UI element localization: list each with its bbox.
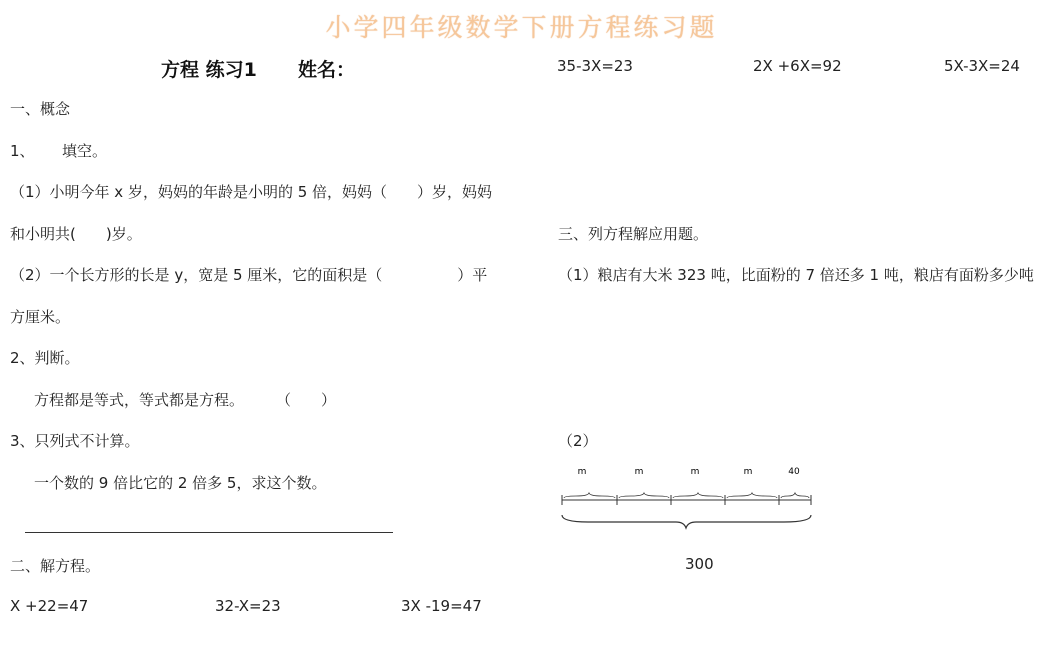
q3-statement: 一个数的 9 倍比它的 2 倍多 5，求这个数。 <box>34 474 327 492</box>
section2-heading: 二、解方程。 <box>10 557 101 575</box>
diagram-label-5: 40 <box>788 467 800 477</box>
q2-statement: 方程都是等式，等式都是方程。 <box>34 391 245 409</box>
diagram-total-label: 300 <box>685 555 714 573</box>
section1-heading: 一、概念 <box>10 100 71 118</box>
q1-2-line-b: 方厘米。 <box>10 308 71 326</box>
q1-2-line-a: （2）一个长方形的长是 y，宽是 5 厘米，它的面积是（ ）平 <box>10 266 488 284</box>
top-equation-3: 5X-3X=24 <box>944 57 1020 75</box>
section3-heading: 三、列方程解应用题。 <box>558 225 709 243</box>
diagram-label-1: m <box>577 467 587 477</box>
small-braces <box>564 493 809 498</box>
word-problem-1: （1）粮店有大米 323 吨，比面粉的 7 倍还多 1 吨，粮店有面粉多少吨 <box>558 266 1034 284</box>
q1-1-line-b: 和小明共( )岁。 <box>10 225 142 243</box>
word-problem-2-label: （2） <box>558 432 598 450</box>
worksheet-title: 小学四年级数学下册方程练习题 <box>325 13 718 42</box>
q2-heading: 2、判断。 <box>10 349 80 367</box>
total-brace <box>562 515 811 528</box>
exercise-label: 方程 练习1 <box>161 59 257 81</box>
q1-label: 1、 <box>10 142 35 160</box>
q3-heading: 3、只列式不计算。 <box>10 432 140 450</box>
solve-equation-2: 32-X=23 <box>215 597 281 615</box>
q1-title: 填空。 <box>62 142 108 160</box>
diagram-label-4: m <box>743 467 753 477</box>
name-label: 姓名： <box>298 59 356 81</box>
diagram-label-3: m <box>690 467 700 477</box>
segment-diagram <box>558 460 818 530</box>
q2-answer-paren: （ ） <box>276 391 337 409</box>
q3-answer-line <box>25 532 393 533</box>
q1-1-line-a: （1）小明今年 x 岁，妈妈的年龄是小明的 5 倍，妈妈（ ）岁，妈妈 <box>10 183 493 201</box>
solve-equation-3: 3X -19=47 <box>401 597 482 615</box>
top-equation-1: 35-3X=23 <box>557 57 633 75</box>
top-equation-2: 2X +6X=92 <box>753 57 842 75</box>
diagram-label-2: m <box>634 467 644 477</box>
solve-equation-1: X +22=47 <box>10 597 89 615</box>
